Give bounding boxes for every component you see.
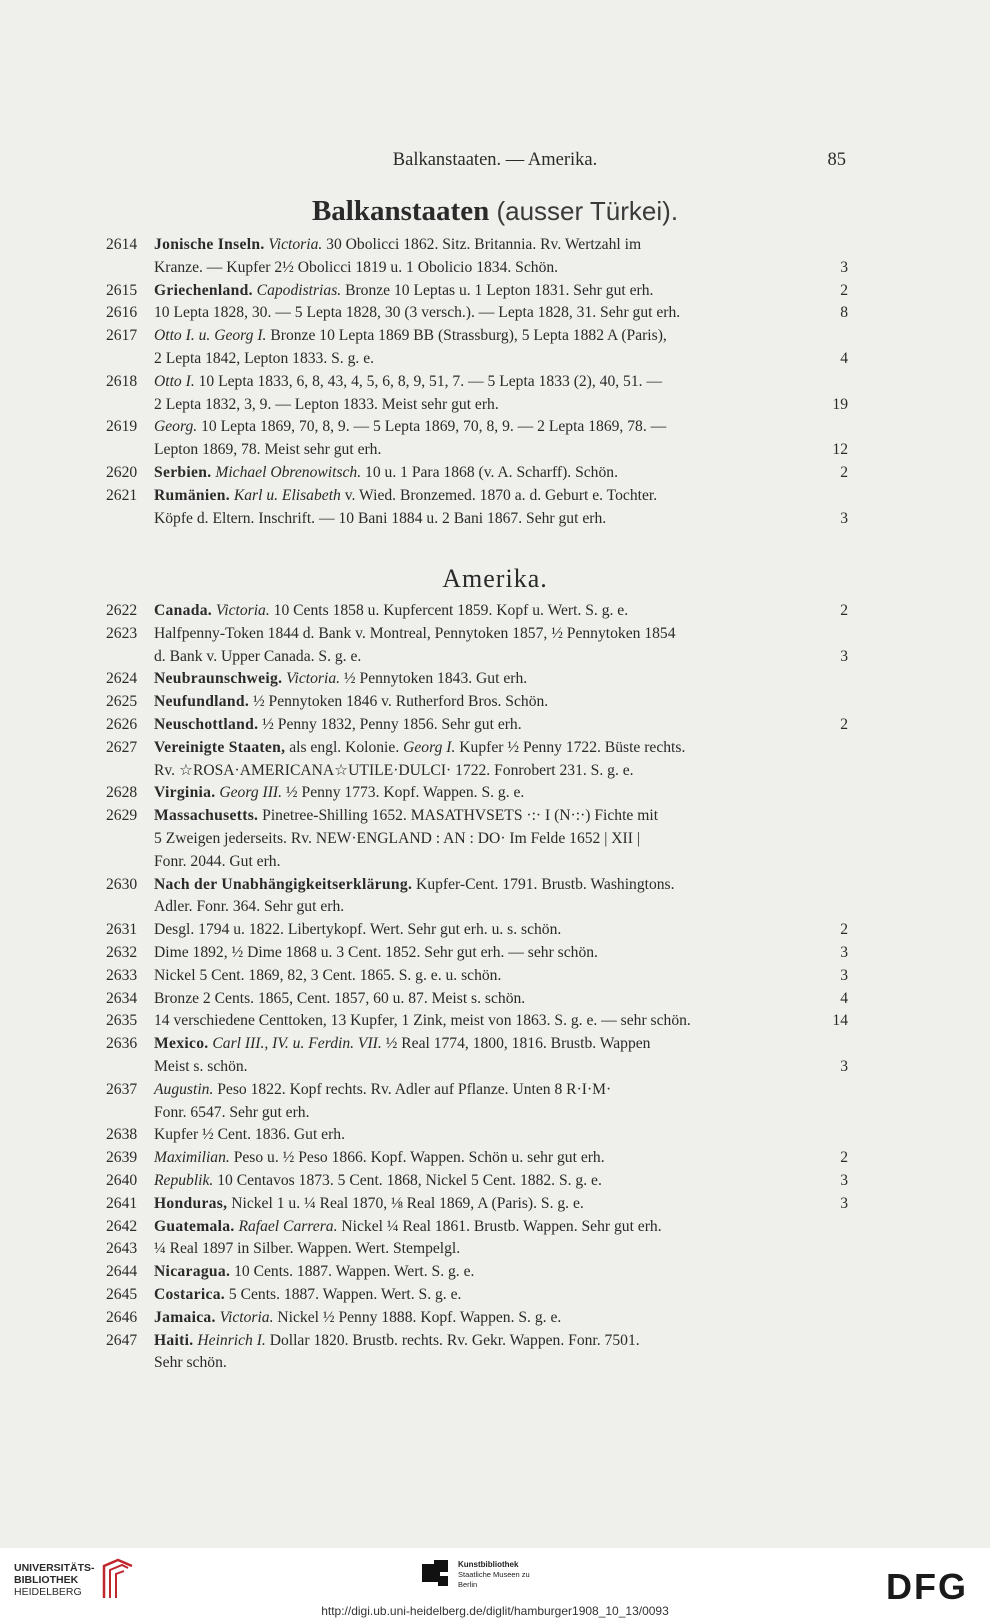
entry-text-line: Neufundland. ½ Pennytoken 1846 v. Rutherford Bros. Schön. [154,693,549,711]
entry-text-line: Augustin. Peso 1822. Kopf rechts. Rv. Adler auf Pflanze. Unten 8 R·I·M· [154,1080,612,1098]
entry-text-line: Otto I. u. Georg I. Bronze 10 Lepta 1869 BB (Strassburg), 5 Lepta 1882 A (Paris), [154,327,667,345]
entry-text-line: Nicaragua. 10 Cents. 1887. Wappen. Wert. S. g. e. [154,1263,475,1281]
dfg-logo[interactable]: DFG [886,1566,968,1607]
lot-number: 2615 [106,281,138,299]
entry-text-line: Nach der Unabhängigkeitserklärung. Kupfer-Cent. 1791. Brustb. Washingtons. [154,875,675,893]
lot-number: 2626 [106,715,138,733]
running-head-title: Balkanstaaten. — Amerika. [392,150,598,170]
heidelberg-library-logo[interactable]: UNIVERSITÄTS- BIBLIOTHEK HEIDELBERG [14,1562,95,1598]
lot-number: 2635 [106,1012,138,1030]
lot-price: 3 [840,1057,848,1075]
entry-text-line: Costarica. 5 Cents. 1887. Wappen. Wert. S. g. e. [154,1285,462,1303]
catalog-entry [106,325,848,371]
catalog-entry [106,234,848,280]
catalog-entry [106,965,848,988]
catalog-entry [106,623,848,669]
lot-number: 2623 [106,624,138,642]
catalog-entry [106,371,848,417]
lot-price: 3 [840,647,848,665]
lot-number: 2616 [106,304,138,322]
catalog-entry [106,1033,848,1079]
entry-text-line: Fonr. 2044. Gut erh. [154,852,281,870]
catalog-entry [106,988,848,1011]
source-url-link[interactable]: http://digi.ub.uni-heidelberg.de/diglit/hamburger1908_10_13/0093 [321,1604,669,1618]
lot-price: 4 [840,989,848,1007]
entry-text-line: Rumänien. Karl u. Elisabeth v. Wied. Bronzemed. 1870 a. d. Geburt e. Tochter. [154,486,658,504]
catalog-entry [106,1170,848,1193]
catalog-entry [106,1307,848,1330]
entry-text-line: 2 Lepta 1842, Lepton 1833. S. g. e. 4 [154,348,848,371]
catalog-entry [106,691,848,714]
catalog-entry [106,280,848,303]
lot-price: 2 [840,1149,848,1167]
lot-number: 2634 [106,989,138,1007]
page-number: 85 [827,150,846,170]
running-header [0,150,990,174]
lot-number: 2640 [106,1171,138,1189]
entry-text-line: ¼ Real 1897 in Silber. Wappen. Wert. Stempelgl. [154,1240,461,1258]
lot-number: 2627 [106,738,138,756]
catalog-entry [106,714,848,737]
lot-price: 3 [840,966,848,984]
lot-number: 2625 [106,693,138,711]
catalog-entry [106,782,848,805]
entry-text-line: Guatemala. Rafael Carrera. Nickel ¼ Real 1861. Brustb. Wappen. Sehr gut erh. [154,1217,662,1235]
lot-number: 2624 [106,670,138,688]
entry-text-line: Otto I. 10 Lepta 1833, 6, 8, 43, 4, 5, 6, 8, 9, 51, 7. — 5 Lepta 1833 (2), 40, 51. — [154,372,663,390]
lot-price: 3 [840,1194,848,1212]
lot-number: 2631 [106,921,138,939]
catalog-entry [106,1330,848,1376]
kunstbibliothek-logo[interactable] [420,1558,550,1594]
catalog-entry [106,1216,848,1239]
lot-number: 2643 [106,1240,138,1258]
lot-number: 2636 [106,1035,138,1053]
entry-text-line: Georg. 10 Lepta 1869, 70, 8, 9. — 5 Lepta 1869, 70, 8, 9. — 2 Lepta 1869, 78. — [154,418,667,436]
lot-number: 2639 [106,1149,138,1167]
entry-text-line: Adler. Fonr. 364. Sehr gut erh. [154,898,345,916]
entry-text-line: Meist s. schön. 3 [154,1056,848,1079]
entry-text-line: 2 Lepta 1832, 3, 9. — Lepton 1833. Meist sehr gut erh. 19 [154,394,848,417]
entry-text-line: Honduras, Nickel 1 u. ¼ Real 1870, ⅛ Real 1869, A (Paris). S. g. e. 3 [154,1193,848,1216]
lot-number: 2617 [106,327,138,345]
entry-text-line: Canada. Victoria. 10 Cents 1858 u. Kupfercent 1859. Kopf u. Wert. S. g. e. 2 [154,600,848,623]
lot-price: 8 [840,304,848,322]
lot-number: 2647 [106,1331,138,1349]
entry-text-line: 14 verschiedene Centtoken, 13 Kupfer, 1 Zink, meist von 1863. S. g. e. — sehr schön. 14 [154,1010,848,1033]
lot-number: 2630 [106,875,138,893]
lot-number: 2620 [106,463,138,481]
kb-name: Kunstbibliothek [458,1560,519,1569]
balkan-entries [106,234,848,530]
lot-price: 14 [832,1012,848,1030]
lot-price: 12 [832,441,848,459]
lot-price: 3 [840,258,848,276]
entry-text-line: Dime 1892, ½ Dime 1868 u. 3 Cent. 1852. Sehr gut erh. — sehr schön. 3 [154,942,848,965]
catalog-entry [106,1147,848,1170]
entry-text-line: Mexico. Carl III., IV. u. Ferdin. VII. ½ Real 1774, 1800, 1816. Brustb. Wappen [154,1035,651,1053]
catalog-entry [106,668,848,691]
lot-price: 4 [840,349,848,367]
catalog-entry [106,462,848,485]
entry-text-line: Kranze. — Kupfer 2½ Obolicci 1819 u. 1 Obolicio 1834. Schön. 3 [154,257,848,280]
lot-number: 2638 [106,1126,138,1144]
catalog-entry [106,874,848,920]
entry-text-line: Jamaica. Victoria. Nickel ½ Penny 1888. Kopf. Wappen. S. g. e. [154,1308,562,1326]
catalog-entry [106,1079,848,1125]
entry-text-line: 10 Lepta 1828, 30. — 5 Lepta 1828, 30 (3 versch.). — Lepta 1828, 31. Sehr gut erh. 8 [154,302,848,325]
entry-text-line: 5 Zweigen jederseits. Rv. NEW·ENGLAND : AN : DO· Im Felde 1652 | XII | [154,829,640,847]
catalog-entry [106,302,848,325]
entry-text-line: Griechenland. Capodistrias. Bronze 10 Leptas u. 1 Lepton 1831. Sehr gut erh. 2 [154,280,848,303]
catalog-entry [106,416,848,462]
catalog-entry [106,919,848,942]
lot-price: 3 [840,509,848,527]
entry-text-line: d. Bank v. Upper Canada. S. g. e. 3 [154,646,848,669]
entry-text-line: Fonr. 6547. Sehr gut erh. [154,1103,310,1121]
catalog-entry [106,737,848,783]
lot-number: 2632 [106,943,138,961]
entry-text-line: Rv. ☆ROSA·AMERICANA☆UTILE·DULCI· 1722. Fonrobert 231. S. g. e. [154,761,634,779]
lot-number: 2629 [106,807,138,825]
lot-price: 2 [840,715,848,733]
lot-price: 3 [840,943,848,961]
lot-number: 2641 [106,1194,138,1212]
entry-text-line: Desgl. 1794 u. 1822. Libertykopf. Wert. Sehr gut erh. u. s. schön. 2 [154,919,848,942]
entry-text-line: Bronze 2 Cents. 1865, Cent. 1857, 60 u. 87. Meist s. schön. 4 [154,988,848,1011]
section-heading-balkan [0,195,990,228]
lot-number: 2644 [106,1263,138,1281]
lot-number: 2618 [106,372,138,390]
catalog-entry [106,600,848,623]
footer-bar [0,1548,990,1620]
entry-text-line: Virginia. Georg III. ½ Penny 1773. Kopf. Wappen. S. g. e. [154,784,525,802]
lot-number: 2619 [106,418,138,436]
amerika-entries [106,600,848,1375]
entry-text-line: Massachusetts. Pinetree-Shilling 1652. MASATHVSETS ·:· I (N·:·) Fichte mit [154,807,659,825]
lot-price: 3 [840,1171,848,1189]
entry-text-line: Nickel 5 Cent. 1869, 82, 3 Cent. 1865. S. g. e. u. schön. 3 [154,965,848,988]
catalog-entry [106,1193,848,1216]
catalog-entry [106,1010,848,1033]
entry-text-line: Jonische Inseln. Victoria. 30 Obolicci 1862. Sitz. Britannia. Rv. Wertzahl im [154,236,642,253]
entry-text-line: Neubraunschweig. Victoria. ½ Pennytoken 1843. Gut erh. [154,670,528,688]
kunstbibliothek-mark-icon [420,1558,452,1588]
catalog-entry [106,1124,848,1147]
catalog-entry [106,1284,848,1307]
lot-number: 2622 [106,602,138,619]
lot-number: 2628 [106,784,138,802]
section-heading-bold: Balkanstaaten [311,195,490,227]
lot-price: 19 [832,395,848,413]
entry-text-line: Maximilian. Peso u. ½ Peso 1866. Kopf. Wappen. Schön u. sehr gut erh. 2 [154,1147,848,1170]
catalog-entry [106,805,848,873]
lot-number: 2633 [106,966,138,984]
entry-text-line: Halfpenny-Token 1844 d. Bank v. Montreal, Pennytoken 1857, ½ Pennytoken 1854 [154,624,676,642]
lot-price: 2 [840,921,848,939]
lot-number: 2646 [106,1308,138,1326]
section-heading-amerika: Amerika. [442,564,548,593]
section-heading-rest: (ausser Türkei). [496,196,679,226]
lot-number: 2645 [106,1285,138,1303]
catalog-entry [106,1238,848,1261]
entry-text-line: Haiti. Heinrich I. Dollar 1820. Brustb. rechts. Rv. Gekr. Wappen. Fonr. 7501. [154,1331,640,1349]
entry-text-line: Vereinigte Staaten, als engl. Kolonie. Georg I. Kupfer ½ Penny 1722. Büste rechts. [154,738,686,756]
lot-price: 2 [840,602,848,619]
lot-price: 2 [840,281,848,299]
lot-number: 2637 [106,1080,138,1098]
catalog-entry [106,1261,848,1284]
entry-text-line: Serbien. Michael Obrenowitsch. 10 u. 1 Para 1868 (v. A. Scharff). Schön. 2 [154,462,848,485]
entry-text-line: Sehr schön. [154,1354,227,1372]
catalog-entry [106,942,848,965]
entry-text-line: Kupfer ½ Cent. 1836. Gut erh. [154,1126,345,1144]
catalog-entry [106,485,848,531]
kb-subtitle: Staatliche Museen zu Berlin [458,1570,530,1589]
lot-number: 2621 [106,486,138,504]
lot-price: 2 [840,463,848,481]
library-emblem-icon [98,1558,138,1602]
entry-text-line: Neuschottland. ½ Penny 1832, Penny 1856. Sehr gut erh. 2 [154,714,848,737]
entry-text-line: Lepton 1869, 78. Meist sehr gut erh. 12 [154,439,848,462]
entry-text-line: Köpfe d. Eltern. Inschrift. — 10 Bani 1884 u. 2 Bani 1867. Sehr gut erh. 3 [154,508,848,531]
lot-number: 2614 [106,236,138,253]
lot-number: 2642 [106,1217,138,1235]
entry-text-line: Republik. 10 Centavos 1873. 5 Cent. 1868, Nickel 5 Cent. 1882. S. g. e. 3 [154,1170,848,1193]
